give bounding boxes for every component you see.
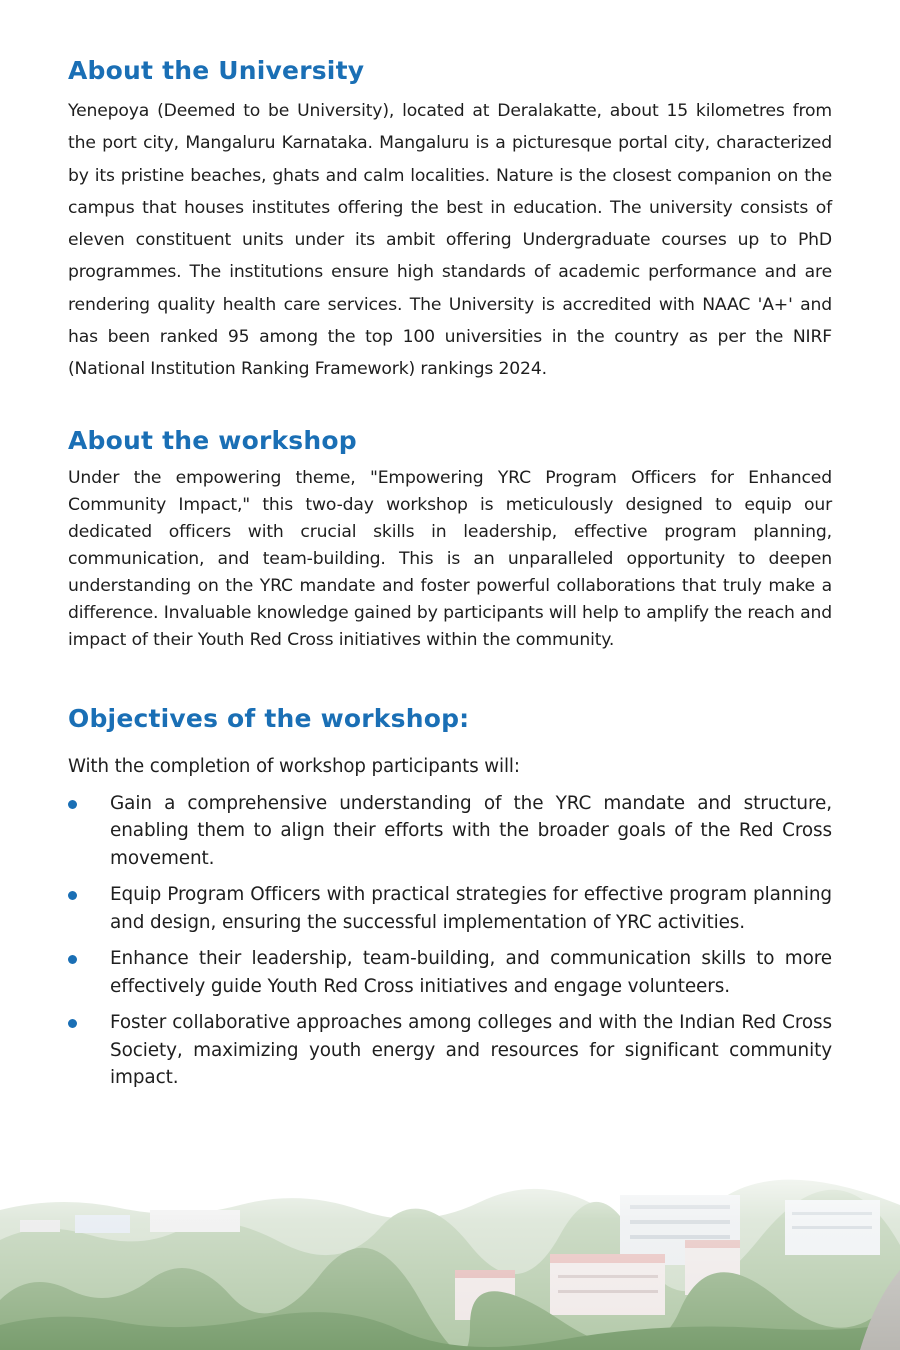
bullet-icon: [68, 891, 77, 900]
objective-item: [68, 1009, 832, 1092]
objective-item: [68, 945, 832, 1000]
objectives-list: [68, 790, 832, 1092]
objective-text: Equip Program Officers with practical strategies for effective program planning and design, ensuring the successful implementation of YRC activities.: [110, 884, 832, 933]
objective-text: Enhance their leadership, team-building, and communication skills to more effectively guide Youth Red Cross initiatives and engage volunteers.: [110, 948, 832, 997]
about-university-paragraph: Yenepoya (Deemed to be University), located at Deralakatte, about 15 kilometres from the port city, Mangaluru Karnataka. Mangaluru is a picturesque portal city, characterized by its pristine beaches, ghats and calm localities. Nature is the closest companion on the campus that houses institutes offering the best in education. The university consists of eleven constituent units under its ambit offering Undergraduate courses up to PhD programmes. The institutions ensure high standards of academic performance and are rendering quality health care services. The University is accredited with NAAC 'A+' and has been ranked 95 among the top 100 universities in the country as per the NIRF (National Institution Ranking Framework) rankings 2024.: [68, 101, 832, 380]
bullet-icon: [68, 1019, 77, 1028]
page-content: [68, 56, 832, 1101]
objective-text: Gain a comprehensive understanding of the YRC mandate and structure, enabling them to align their efforts with the broader goals of the Red Cross movement.: [110, 792, 832, 869]
objectives-intro: With the completion of workshop participants will:: [68, 755, 520, 777]
campus-landscape-image: [0, 1150, 900, 1350]
bullet-icon: [68, 955, 77, 964]
objective-text: Foster collaborative approaches among colleges and with the Indian Red Cross Society, maximizing youth energy and resources for significant community impact.: [110, 1012, 832, 1089]
objective-item: [68, 881, 832, 936]
objectives-heading: Objectives of the workshop:: [68, 703, 470, 733]
about-university-heading: About the University: [68, 56, 365, 85]
about-workshop-heading: About the workshop: [68, 425, 357, 455]
bullet-icon: [68, 800, 77, 809]
objective-item: [68, 790, 832, 873]
about-workshop-paragraph: Under the empowering theme, "Empowering YRC Program Officers for Enhanced Community Impact," this two-day workshop is meticulously designed to equip our dedicated officers with crucial skills in leadership, effective program planning, communication, and team-building. This is an unparalleled opportunity to deepen understanding on the YRC mandate and foster powerful collaborations that truly make a difference. Invaluable knowledge gained by participants will help to amplify the reach and impact of their Youth Red Cross initiatives within the community.: [68, 467, 832, 650]
